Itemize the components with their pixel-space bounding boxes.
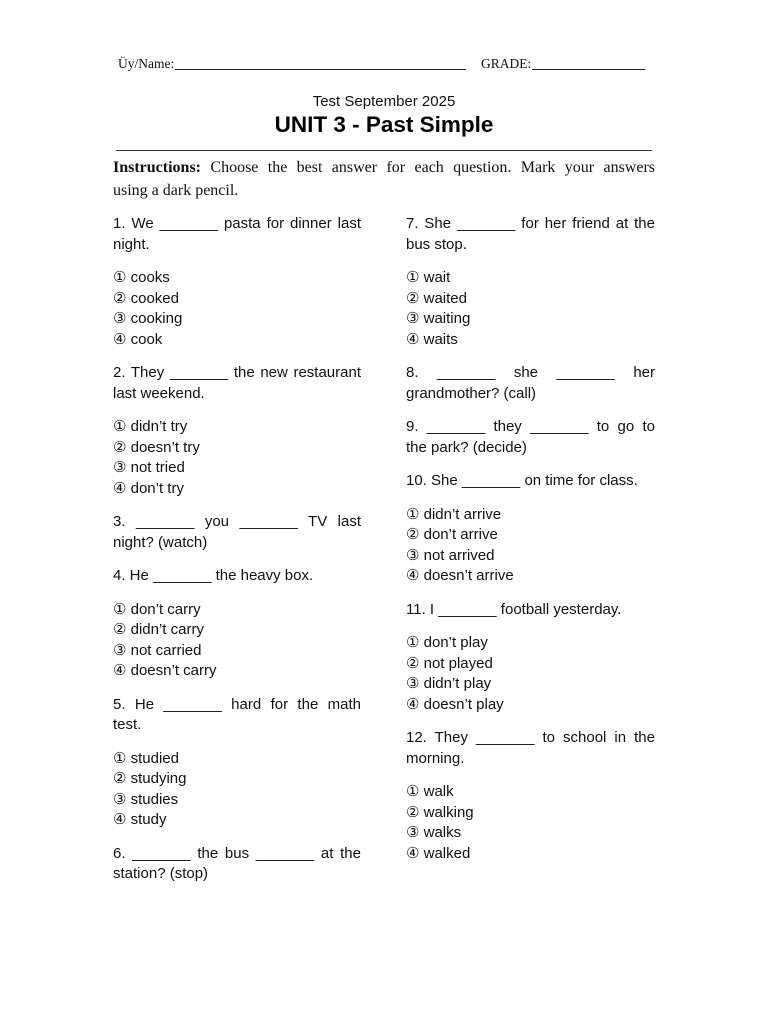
answer-option: ③ not carried [113, 641, 202, 659]
answer-option: ③ waiting [406, 310, 471, 327]
question-4 [113, 566, 361, 682]
answer-option: ③ didn’t play [406, 675, 492, 692]
question-text-line: 12. They _______ to school in the [406, 729, 655, 746]
question-text [113, 363, 361, 404]
answer-option: ③ studies [113, 790, 179, 808]
answer-option: ④ walked [406, 844, 471, 862]
answer-option: ④ cook [113, 330, 163, 348]
answer-option: ① didn’t try [113, 418, 188, 435]
question-column-left [113, 214, 361, 898]
question-text [113, 214, 361, 255]
question-text [406, 728, 655, 769]
question-text-line: the park? (decide) [406, 438, 527, 456]
grade-label: GRADE: [481, 56, 532, 71]
question-text-line: grandmother? (call) [406, 384, 537, 402]
question-text [406, 417, 655, 458]
question-7 [406, 214, 655, 350]
question-text-line: 9. _______ they _______ to go to [406, 418, 655, 435]
answer-option: ③ not tried [113, 459, 185, 476]
answer-option: ③ walks [406, 824, 462, 841]
question-3 [113, 512, 361, 553]
instructions [113, 156, 655, 202]
answer-options [406, 782, 655, 864]
question-text-line: 3. _______ you _______ TV last [113, 513, 361, 530]
answer-option: ① cooks [113, 269, 170, 286]
question-text-line: station? (stop) [113, 865, 209, 882]
answer-option: ② cooked [113, 289, 179, 307]
question-5 [113, 695, 361, 831]
answer-option: ② doesn’t try [113, 438, 200, 456]
worksheet-title: UNIT 3 - Past Simple [274, 112, 494, 137]
question-text [113, 695, 361, 736]
question-text-line: night. [113, 235, 150, 253]
question-text [406, 214, 655, 255]
grade-blank-line [532, 55, 645, 70]
answer-options [406, 633, 655, 715]
answer-option: ④ waits [406, 330, 458, 348]
answer-options [113, 749, 361, 831]
question-text [113, 512, 361, 553]
answer-options [406, 505, 655, 587]
answer-option: ② not played [406, 654, 493, 672]
test-date: Test September 2025 [312, 93, 456, 110]
answer-option: ④ doesn’t arrive [406, 567, 514, 584]
answer-option: ① didn’t arrive [406, 505, 502, 523]
instructions-label: Instructions: [113, 159, 202, 176]
instructions-line: using a dark pencil. [113, 182, 239, 199]
name-blank-line [175, 55, 466, 70]
instructions-line [113, 156, 655, 179]
question-text-line: night? (watch) [113, 533, 208, 551]
answer-options [113, 417, 361, 499]
answer-option: ① walk [406, 783, 454, 800]
answer-options [113, 268, 361, 350]
question-text [113, 566, 361, 587]
answer-option: ④ doesn’t play [406, 695, 504, 713]
answer-option: ② studying [113, 770, 187, 787]
question-text [406, 363, 655, 404]
question-10 [406, 471, 655, 587]
question-text-line: 8. _______ she _______ her [406, 364, 655, 381]
question-1 [113, 214, 361, 350]
question-text-line: 7. She _______ for her friend at the [406, 215, 655, 232]
question-text-line: bus stop. [406, 235, 467, 253]
question-text-line: morning. [406, 749, 465, 767]
question-text [406, 600, 655, 621]
instructions-text: Choose the best answer for each question. Mark your answers [210, 159, 656, 176]
answer-options [113, 600, 361, 682]
question-text-line: 10. She _______ on time for class. [406, 472, 638, 489]
name-label: Üy/Name: [118, 56, 175, 71]
question-text-line: last weekend. [113, 384, 205, 402]
answer-option: ③ not arrived [406, 546, 495, 564]
question-text-line: 4. He _______ the heavy box. [113, 567, 314, 584]
question-text-line: 2. They _______ the new restaurant [113, 364, 361, 381]
question-column-right [406, 214, 655, 877]
question-text-line: 1. We _______ pasta for dinner last [113, 215, 361, 232]
title-divider [116, 150, 652, 151]
answer-option: ② didn’t carry [113, 621, 204, 638]
question-text-line: 5. He _______ hard for the math [113, 695, 361, 713]
question-11 [406, 600, 655, 716]
answer-option: ② don’t arrive [406, 526, 498, 543]
answer-option: ① don’t play [406, 634, 488, 651]
question-text-line: 11. I _______ football yesterday. [406, 600, 622, 618]
answer-option: ① wait [406, 269, 451, 286]
question-8 [406, 363, 655, 404]
question-text [406, 471, 655, 492]
answer-option: ④ study [113, 811, 167, 828]
question-9 [406, 417, 655, 458]
answer-option: ④ doesn’t carry [113, 662, 217, 679]
question-text-line: 6. _______ the bus _______ at the [113, 844, 361, 862]
question-6 [113, 844, 361, 885]
answer-option: ① don’t carry [113, 600, 201, 618]
answer-option: ① studied [113, 749, 179, 767]
answer-option: ③ cooking [113, 310, 183, 327]
answer-option: ④ don’t try [113, 479, 184, 497]
answer-options [406, 268, 655, 350]
question-text-line: test. [113, 716, 142, 733]
question-2 [113, 363, 361, 499]
question-12 [406, 728, 655, 864]
answer-option: ② walking [406, 803, 474, 821]
question-text [113, 844, 361, 885]
answer-option: ② waited [406, 289, 467, 307]
